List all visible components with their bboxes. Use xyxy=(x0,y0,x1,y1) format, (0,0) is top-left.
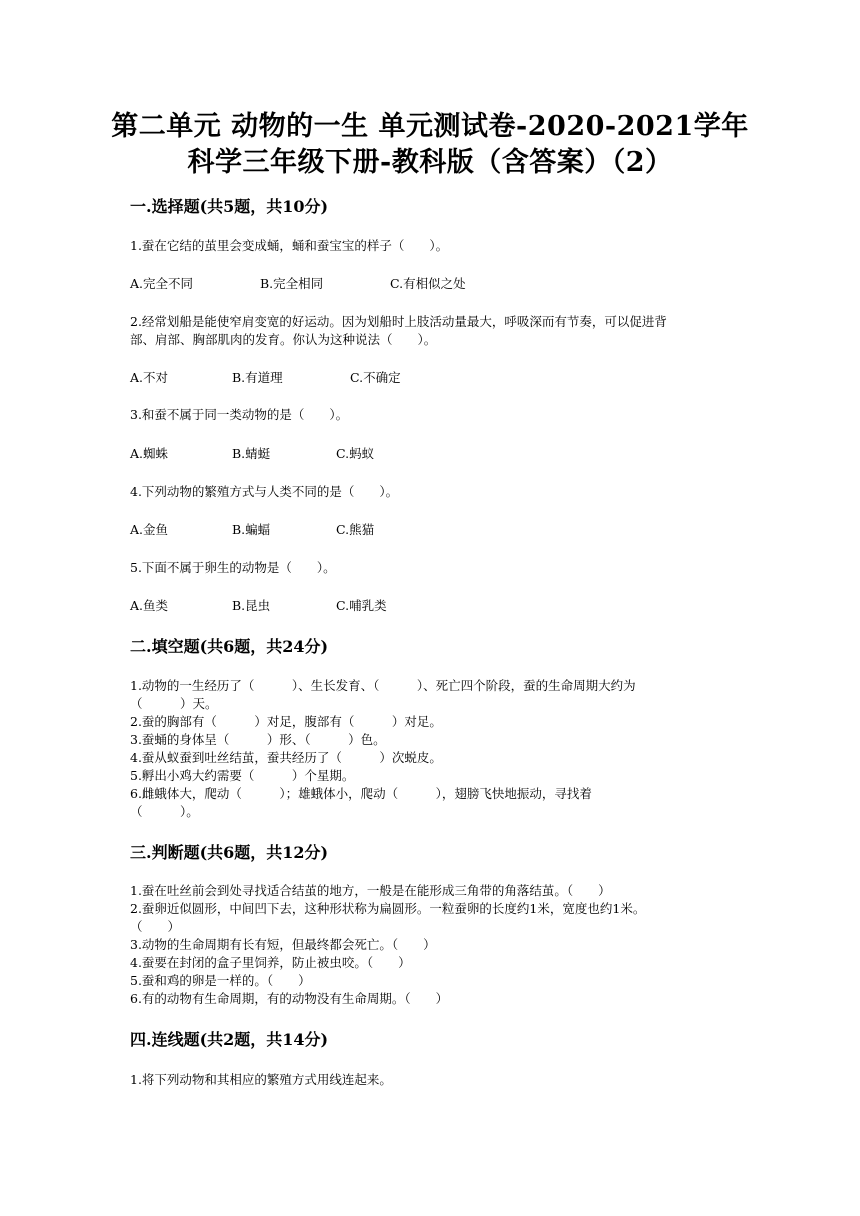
choice-q2-stem-line2: 部、肩部、胸部肌肉的发育。你认为这种说法（ ）。 xyxy=(130,332,437,347)
choice-q1-stem: 1.蚕在它结的茧里会变成蛹，蛹和蚕宝宝的样子（ ）。 xyxy=(130,238,449,253)
fill-q3: 3.蚕蛹的身体呈（ ）形、（ ）色。 xyxy=(130,732,386,747)
choice-q2-stem-line1: 2.经常划船是能使窄肩变宽的好运动。因为划船时上肢活动量最大，呼吸深而有节奏，可以促进背 xyxy=(130,314,667,329)
choice-q3-stem: 3.和蚕不属于同一类动物的是（ ）。 xyxy=(130,407,349,422)
fill-q1-line2: （ ）天。 xyxy=(130,696,218,711)
fill-q6-line1: 6.雌蛾体大，爬动（ ）；雄蛾体小，爬动（ ），翅膀飞快地振动，寻找着 xyxy=(130,786,592,801)
choice-q2-option-b: B.有道理 xyxy=(232,370,283,385)
choice-section-heading: 一.选择题(共5题，共10分) xyxy=(130,197,329,216)
choice-q1-option-c: C.有相似之处 xyxy=(390,276,466,291)
choice-q4-option-a: A.金鱼 xyxy=(130,522,169,537)
page-title-line2: 科学三年级下册-教科版（含答案）（2） xyxy=(187,147,673,178)
choice-q1-option-a: A.完全不同 xyxy=(130,276,194,291)
choice-q4-option-c: C.熊猫 xyxy=(336,522,375,537)
fill-q1-line1: 1.动物的一生经历了（ ）、生长发育、（ ）、死亡四个阶段，蚕的生命周期大约为 xyxy=(130,678,636,693)
choice-q5-option-a: A.鱼类 xyxy=(130,598,169,613)
choice-q3-option-a: A.蜘蛛 xyxy=(130,446,169,461)
judge-q6: 6.有的动物有生命周期，有的动物没有生命周期。（ ） xyxy=(130,991,449,1006)
choice-q3-option-c: C.蚂蚁 xyxy=(336,446,375,461)
choice-q2-option-a: A.不对 xyxy=(130,370,169,385)
fill-section-heading: 二.填空题(共6题，共24分) xyxy=(130,637,329,656)
page-title-line1: 第二单元 动物的一生 单元测试卷-2020-2021学年 xyxy=(111,111,749,142)
choice-q2-option-c: C.不确定 xyxy=(350,370,401,385)
choice-q5-option-b: B.昆虫 xyxy=(232,598,271,613)
choice-q4-option-b: B.蝙蝠 xyxy=(232,522,271,537)
judge-section-heading: 三.判断题(共6题，共12分) xyxy=(130,843,329,862)
fill-q4: 4.蚕从蚁蚕到吐丝结茧，蚕共经历了（ ）次蜕皮。 xyxy=(130,750,442,765)
match-q1: 1.将下列动物和其相应的繁殖方式用线连起来。 xyxy=(130,1072,392,1087)
judge-q2-line1: 2.蚕卵近似圆形，中间凹下去，这种形状称为扁圆形。一粒蚕卵的长度约1米，宽度也约1米。 xyxy=(130,901,646,916)
judge-q1: 1.蚕在吐丝前会到处寻找适合结茧的地方，一般是在能形成三角带的角落结茧。（ ） xyxy=(130,883,611,898)
judge-q5: 5.蚕和鸡的卵是一样的。（ ） xyxy=(130,973,311,988)
choice-q5-stem: 5.下面不属于卵生的动物是（ ）。 xyxy=(130,560,336,575)
fill-q6-line2: （ ）。 xyxy=(130,804,199,819)
fill-q5: 5.孵出小鸡大约需要（ ）个星期。 xyxy=(130,768,355,783)
choice-q3-option-b: B.蜻蜓 xyxy=(232,446,271,461)
choice-q4-stem: 4.下列动物的繁殖方式与人类不同的是（ ）。 xyxy=(130,484,399,499)
choice-q5-option-c: C.哺乳类 xyxy=(336,598,387,613)
fill-q2: 2.蚕的胸部有（ ）对足，腹部有（ ）对足。 xyxy=(130,714,442,729)
match-section-heading: 四.连线题(共2题，共14分) xyxy=(130,1030,329,1049)
judge-q4: 4.蚕要在封闭的盒子里饲养，防止被虫咬。（ ） xyxy=(130,955,411,970)
choice-q1-option-b: B.完全相同 xyxy=(260,276,324,291)
judge-q2-line2: （ ） xyxy=(130,919,181,934)
judge-q3: 3.动物的生命周期有长有短，但最终都会死亡。（ ） xyxy=(130,937,436,952)
